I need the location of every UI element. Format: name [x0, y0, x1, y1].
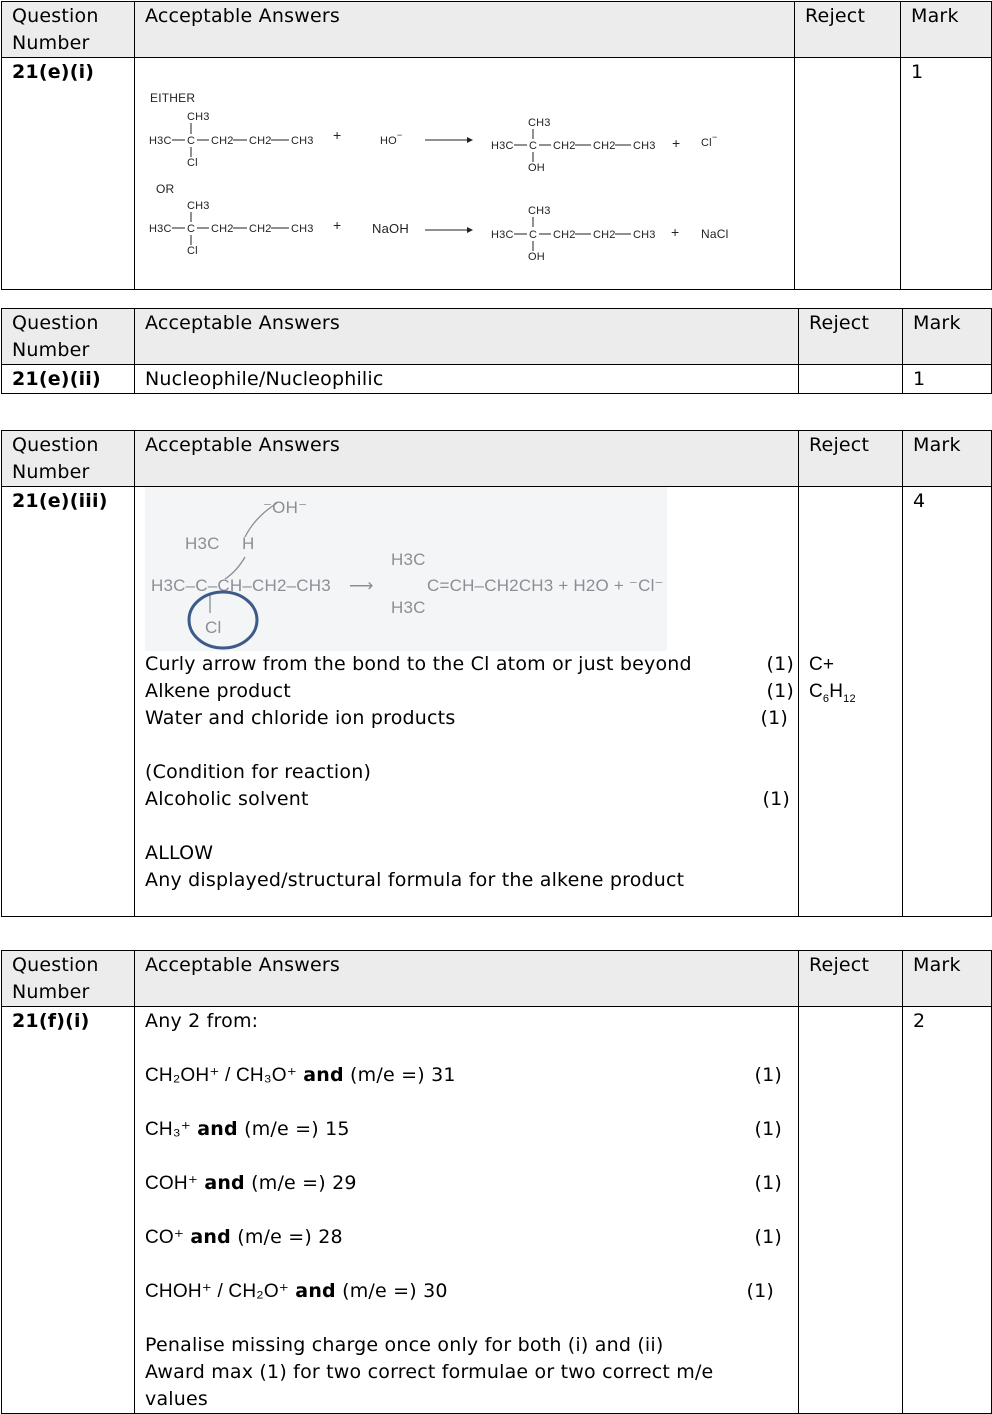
plus-sign: +	[333, 217, 342, 233]
h3c-label: H3C	[149, 223, 172, 235]
charge-label: −	[712, 132, 718, 142]
question-number-cell: 21(e)(i)	[2, 58, 135, 290]
h3c-label: H3C	[185, 534, 220, 553]
answer-cell	[135, 1007, 799, 1414]
header-acceptable-answers: Acceptable Answers	[135, 431, 799, 487]
sodium-chloride-label: NaCl	[701, 227, 729, 241]
ch3-label: CH3	[187, 111, 210, 123]
h3c-label: H3C	[491, 229, 514, 241]
chlorine-label: Cl	[205, 618, 222, 637]
reaction-arrow: ⟶	[349, 576, 374, 595]
charge-label: −	[397, 130, 403, 140]
ch2-label: CH2	[553, 140, 576, 152]
note-award-max: Award max (1) for two correct formulae or two correct m/e values	[145, 1361, 714, 1410]
ch2-label: CH2	[249, 223, 272, 235]
ch3-label: CH3	[633, 229, 656, 241]
answer-line: Alkene product (1)	[145, 680, 794, 702]
sodium-hydroxide-label: NaOH	[372, 221, 409, 236]
mark-cell: 1	[903, 365, 992, 394]
fragment-line: CH₂OH⁺ / CH₃O⁺ and (m/e =) 31 (1)	[145, 1064, 782, 1086]
hydroxyl-label: OH	[528, 251, 545, 263]
reject-cell	[799, 487, 903, 917]
intro-text: Any 2 from:	[145, 1010, 259, 1032]
reject-cell	[799, 365, 903, 394]
products-formula: C=CH–CH2CH3 + H2O + ⁻Cl⁻	[427, 576, 664, 595]
carbon-label: C	[187, 135, 196, 147]
h3c-label: H3C	[149, 135, 172, 147]
question-number-cell: 21(e)(iii)	[2, 487, 135, 917]
ch2-label: CH2	[553, 229, 576, 241]
fragment-line: CO⁺ and (m/e =) 28 (1)	[145, 1226, 782, 1248]
header-question-number: Question Number	[2, 951, 135, 1007]
ch3-label: CH3	[528, 205, 551, 217]
plus-sign: +	[333, 127, 342, 143]
mark-cell: 1	[901, 58, 992, 290]
mark-scheme-table-e-iii	[1, 430, 992, 917]
answer-cell: Nucleophile/Nucleophilic	[135, 365, 799, 394]
condition-line: Alcoholic solvent (1)	[145, 788, 790, 810]
header-mark: Mark	[903, 431, 992, 487]
ch3-label: CH3	[291, 223, 314, 235]
allow-label: ALLOW	[145, 842, 214, 864]
or-label: OR	[156, 182, 175, 196]
ch2-label: CH2	[593, 229, 616, 241]
fragment-line: CHOH⁺ / CH₂O⁺ and (m/e =) 30 (1)	[145, 1280, 774, 1302]
question-number-cell: 21(f)(i)	[2, 1007, 135, 1414]
fragment-line: COH⁺ and (m/e =) 29 (1)	[145, 1172, 782, 1194]
reaction-scheme	[135, 58, 795, 288]
chloride-label: Cl	[701, 137, 712, 149]
answer-line: Curly arrow from the bond to the Cl atom or just beyond (1)	[145, 653, 794, 675]
mark-scheme-table-e-ii	[1, 308, 992, 394]
carbon-label: C	[187, 223, 196, 235]
reject-cell	[799, 1007, 903, 1414]
ch2-label: CH2	[211, 135, 234, 147]
ch3-label: CH3	[528, 117, 551, 129]
header-acceptable-answers: Acceptable Answers	[135, 2, 795, 58]
h3c-label: H3C	[491, 140, 514, 152]
reject-carbocation: C+	[809, 654, 835, 675]
header-reject: Reject	[799, 951, 903, 1007]
carbon-label: C	[529, 140, 538, 152]
mark-scheme-table-e-i	[1, 1, 992, 290]
header-reject: Reject	[795, 2, 901, 58]
either-label: EITHER	[150, 91, 196, 105]
header-mark: Mark	[903, 309, 992, 365]
condition-label: (Condition for reaction)	[145, 761, 372, 783]
fragment-line: CH₃⁺ and (m/e =) 15 (1)	[145, 1118, 782, 1140]
hydroxyl-label: OH	[528, 162, 545, 174]
header-mark: Mark	[903, 951, 992, 1007]
hydroxide-label: HO	[380, 135, 397, 147]
ch3-label: CH3	[291, 135, 314, 147]
header-reject: Reject	[799, 431, 903, 487]
chlorine-label: Cl	[187, 245, 198, 257]
answer-cell	[135, 58, 795, 290]
reactant-formula: H3C–C–CH–CH2–CH3	[151, 576, 331, 595]
handwritten-mechanism	[145, 487, 667, 651]
ch2-label: CH2	[593, 140, 616, 152]
question-number-cell: 21(e)(ii)	[2, 365, 135, 394]
mark-scheme-table-f-i	[1, 950, 992, 1414]
plus-sign: +	[671, 224, 680, 240]
allow-text: Any displayed/structural formula for the alkene product	[145, 869, 685, 891]
plus-sign: +	[672, 135, 681, 151]
ch2-label: CH2	[211, 223, 234, 235]
header-reject: Reject	[799, 309, 903, 365]
ch3-label: CH3	[187, 200, 210, 212]
header-acceptable-answers: Acceptable Answers	[135, 951, 799, 1007]
note-penalise: Penalise missing charge once only for both (i) and (ii)	[145, 1334, 664, 1356]
hydroxide-ion-label: ⁻OH⁻	[263, 498, 308, 517]
carbon-label: C	[529, 229, 538, 241]
mark-cell: 4	[903, 487, 992, 917]
h3c-label: H3C	[391, 550, 426, 569]
ch2-label: CH2	[249, 135, 272, 147]
header-mark: Mark	[901, 2, 992, 58]
header-question-number: Question Number	[2, 309, 135, 365]
header-acceptable-answers: Acceptable Answers	[135, 309, 799, 365]
reject-formula: $C_6H_{12}$	[809, 681, 856, 705]
mark-cell: 2	[903, 1007, 992, 1414]
reject-cell	[795, 58, 901, 290]
answer-cell	[135, 487, 799, 917]
header-question-number: Question Number	[2, 2, 135, 58]
chlorine-label: Cl	[187, 157, 198, 169]
h3c-label: H3C	[391, 598, 426, 617]
ch3-label: CH3	[633, 140, 656, 152]
header-question-number: Question Number	[2, 431, 135, 487]
hydrogen-label: H	[242, 534, 255, 553]
answer-line: Water and chloride ion products (1)	[145, 707, 788, 729]
